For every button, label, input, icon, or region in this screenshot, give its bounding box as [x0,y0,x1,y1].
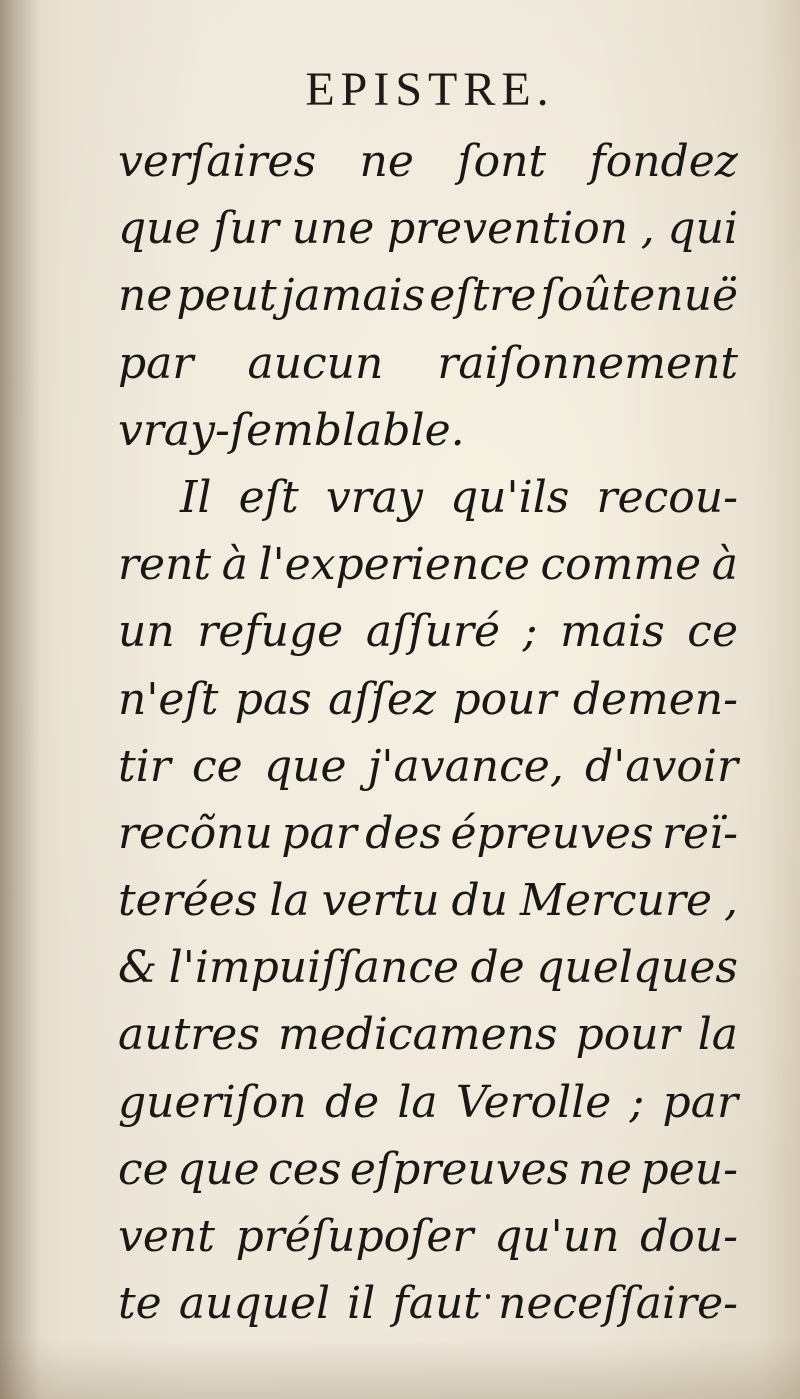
word: vent [118,1211,215,1262]
word: épreuves [450,807,654,859]
body-text [118,128,738,1337]
text-line-9 [118,666,738,733]
word: quelques [536,942,738,994]
word: aſſuré [365,606,501,658]
word: terées [118,875,258,927]
text-line-1 [118,128,738,195]
word: ce [118,1143,169,1195]
word: ne [118,270,173,322]
word: , [640,203,655,255]
word: peu- [640,1143,738,1195]
word: à [221,539,248,591]
word: pour [452,673,557,725]
word: autres [118,1009,260,1061]
text-line-18 [118,1270,738,1337]
word: à [711,539,738,591]
text-line-12 [118,867,738,934]
word: préſupoſer [235,1211,474,1262]
word: eſt [238,471,299,523]
text-line-14 [118,1001,738,1068]
word: & [118,942,158,994]
word: Il [180,471,212,523]
word: recõnu [118,807,273,859]
word: de [470,942,525,994]
word: que [118,203,201,255]
word: il [347,1278,376,1330]
word: jamais [280,270,426,322]
text-line-13 [118,934,738,1001]
text-line-10 [118,733,738,800]
word: dou- [640,1211,738,1262]
word: ce [687,606,738,658]
word: raiſonnement [437,337,738,389]
word: par [118,337,194,389]
text-line-11 [118,800,738,867]
word: du [451,875,508,927]
word: n'eſt [118,673,219,725]
word: des [365,807,442,859]
page-bottom-shadow [0,1339,800,1399]
word: ; [629,1076,645,1128]
word: j'avance, [367,740,564,792]
word: medicamens [277,1009,558,1061]
gutter-shadow [0,0,40,1399]
word: ſur [213,203,279,255]
word: vertu [321,875,440,927]
word: la [697,1009,738,1061]
word: prevention [386,203,629,255]
word: te [118,1278,162,1330]
word: ces [268,1143,342,1195]
word: la [269,875,310,927]
text-line-15 [118,1069,738,1136]
word: eſtre [429,270,537,322]
word: un [118,606,175,658]
word: Mercure [519,875,713,927]
word: demen- [572,673,738,725]
text-line-16 [118,1136,738,1203]
word: vray [325,471,423,523]
word: tir [118,740,171,792]
word: la [397,1076,438,1128]
word: aſſez [328,673,437,725]
text-line-17 [118,1203,738,1270]
word: gueriſon [118,1076,307,1128]
word: eſpreuves [349,1143,570,1195]
word: neceſſaire- [498,1278,738,1330]
word: reï- [661,807,738,859]
word: d'avoir [585,740,738,792]
text-line-5: vray-ſemblable. [118,404,465,456]
word: que [263,740,347,792]
word: refuge [197,606,344,658]
word: ; [522,606,538,658]
text-line-4 [118,330,738,397]
word: par [281,807,357,859]
word: de [324,1076,380,1128]
text-line-2 [118,195,738,262]
word: auquel [178,1278,331,1330]
word: pour [575,1009,680,1061]
word: mais [560,606,665,658]
word: ne [577,1143,633,1195]
word: peut [176,270,277,322]
word: ſoûtenuë [540,270,738,322]
word: ce [192,740,243,792]
word: comme [540,539,702,591]
word: qui [667,203,738,255]
word: recou- [596,471,738,523]
word: ſont [457,136,547,187]
word: qu'ils [450,471,570,523]
word: faut [392,1278,481,1330]
text-line-7 [118,531,738,598]
word: fondez [589,136,738,187]
word: , [724,875,738,927]
text-line-6 [118,464,738,531]
word: ne [359,136,414,187]
word: l'experience [258,539,530,591]
word: pas [234,673,312,725]
word: qu'un [494,1211,620,1262]
word: que [177,1143,260,1195]
word: Verolle [455,1076,612,1128]
word: par [662,1076,738,1128]
text-line-3 [118,262,738,329]
word: verſaires [118,136,317,187]
word: l'impuiſſance [168,942,460,994]
running-header: EPISTRE. [305,63,555,116]
text-line-8 [118,598,738,665]
ink-speck [486,1294,490,1299]
word: rent [118,539,212,591]
word: une [291,203,375,255]
word: aucun [247,337,384,389]
